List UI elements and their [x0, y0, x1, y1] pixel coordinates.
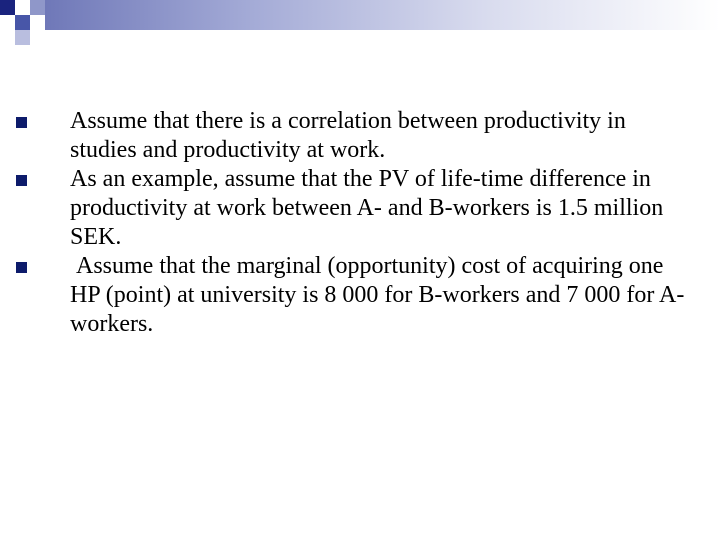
decor-square-mid: [15, 15, 30, 30]
bullet-item: [70, 252, 690, 339]
slide-body: [70, 107, 690, 339]
header-decoration: [0, 0, 720, 50]
bullet-text: Assume that there is a correlation between productivity in studies and productivity at work.: [70, 108, 626, 163]
decor-square-dark: [0, 0, 15, 15]
bullet-text: Assume that the marginal (opportunity) cost of acquiring one HP (point) at university is 8 000 for B-workers and 7 000 for A-workers.: [70, 253, 685, 337]
bullet-item: [70, 165, 690, 252]
square-bullet-icon: [16, 262, 27, 273]
square-bullet-icon: [16, 117, 27, 128]
bullet-item: [70, 107, 690, 165]
square-bullet-icon: [16, 175, 27, 186]
decor-square-pale: [15, 30, 30, 45]
bullet-text: As an example, assume that the PV of life-time difference in productivity at work between A- and B-workers is 1.5 million SEK.: [70, 166, 664, 250]
bullet-list: [70, 107, 690, 339]
decor-square-light: [30, 0, 45, 15]
decor-gradient-band: [45, 0, 720, 30]
